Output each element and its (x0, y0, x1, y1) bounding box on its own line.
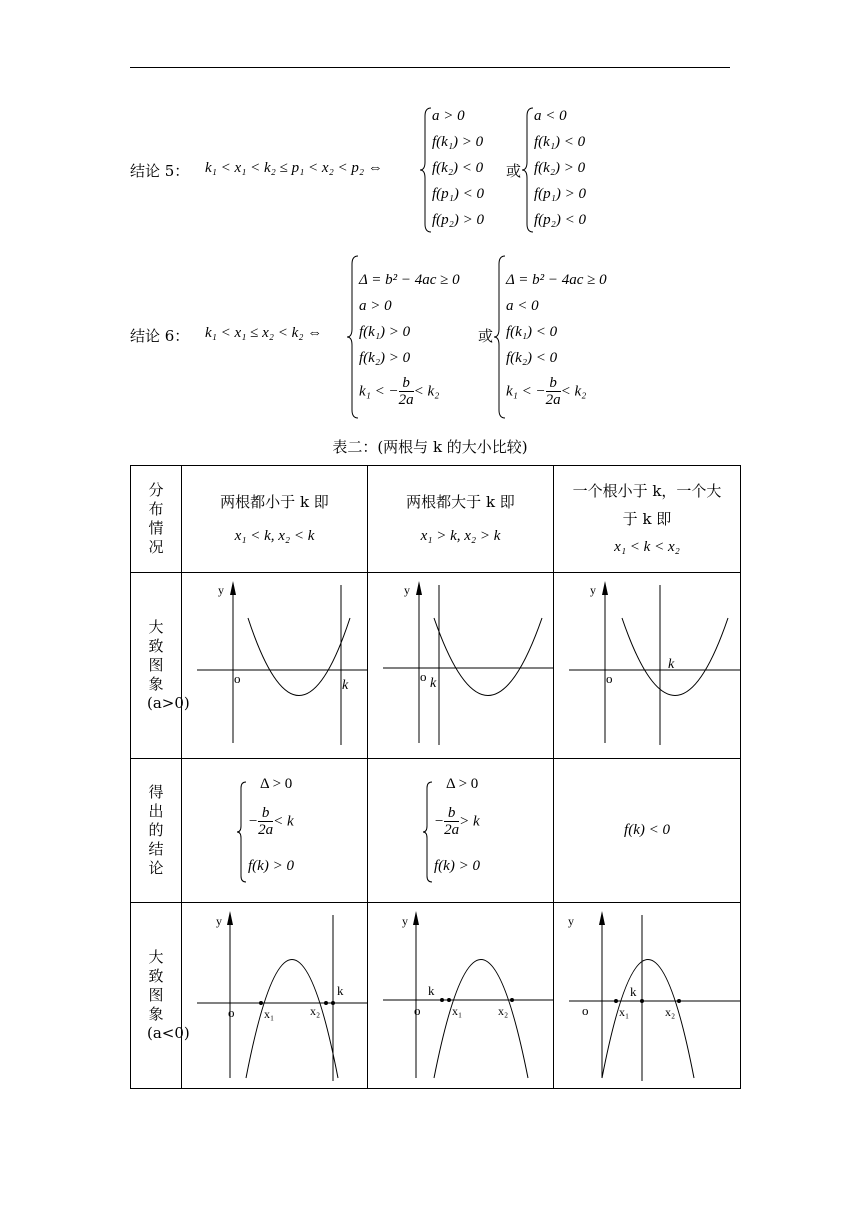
conclusion-6-right-brace (493, 254, 507, 420)
system-line: f(k₁) > 0 (359, 324, 411, 340)
frac-denominator: 2a (545, 392, 561, 408)
row-label-graph-pos: 大致图象(a>0) (147, 618, 190, 712)
row-label-graph-neg: 大致图象(a<0) (147, 948, 190, 1042)
row-label-result: 得出的结论 (148, 783, 164, 877)
conclusion-6-label: 结论 6： (130, 327, 190, 345)
origin-label: o (582, 1003, 589, 1018)
result-line: f(k) < 0 (624, 822, 670, 838)
vertex-left: k₁ < − (506, 383, 546, 400)
header-math: x₁ < k < x₂ (614, 539, 680, 555)
table-row (131, 903, 741, 1089)
frac-numerator: b (258, 806, 273, 822)
x1-label: x₁ (264, 1007, 275, 1021)
vertex-left: k₁ < − (359, 383, 399, 400)
y-axis-label: y (568, 914, 574, 928)
frac-denominator: 2a (444, 821, 460, 838)
result-line: Δ > 0 (446, 775, 479, 792)
system-line: Δ = b² − 4ac ≥ 0 (359, 272, 460, 288)
system-line: a < 0 (534, 108, 567, 124)
system-line-vertex (506, 376, 586, 408)
frac-numerator: b (399, 376, 414, 392)
frac-denominator: 2a (398, 392, 414, 408)
system-line: f(k₂) < 0 (432, 160, 484, 176)
y-axis-label: y (218, 583, 224, 597)
downward-parabola-graph (554, 903, 740, 1084)
frac-denominator: 2a (258, 821, 274, 838)
system-line: f(p₁) > 0 (534, 186, 586, 202)
origin-label: o (234, 671, 241, 686)
upward-parabola-graph (182, 573, 367, 754)
system-line: f(k₁) > 0 (432, 134, 484, 150)
row-label-cell (131, 759, 182, 903)
system-line: f(p₁) < 0 (432, 186, 484, 202)
y-axis-label: y (216, 914, 222, 928)
downward-parabola-graph (368, 903, 553, 1084)
y-axis-label: y (404, 583, 410, 597)
result-cell (182, 759, 368, 903)
table-row (131, 466, 741, 573)
upward-parabola-graph (554, 573, 740, 754)
x2-label: x₂ (498, 1004, 509, 1018)
system-line: a > 0 (432, 108, 465, 124)
x1-label: x₁ (452, 1004, 463, 1018)
conclusion-5-label: 结论 5： (130, 162, 190, 180)
row-label-cell (131, 573, 190, 759)
table-caption: 表二：(两根与 k 的大小比较) (332, 438, 528, 456)
header-text: 两根都小于 k 即 (220, 493, 329, 511)
vertex-right: < k₂ (560, 383, 587, 400)
k-label: k (428, 983, 435, 998)
k-label: k (630, 984, 637, 999)
system-line: f(k₂) < 0 (506, 350, 558, 366)
result-brace (422, 780, 434, 884)
conclusion-5-or: 或 (506, 162, 522, 180)
graph-cell (182, 903, 368, 1089)
y-axis-label: y (590, 583, 596, 597)
header-rule (130, 67, 730, 68)
graph-cell (368, 903, 554, 1089)
origin-label: o (228, 1005, 235, 1020)
x2-label: x₂ (310, 1004, 321, 1018)
result-line: f(k) > 0 (434, 857, 480, 874)
system-line: f(k₂) > 0 (359, 350, 411, 366)
vertex-compare: < k (273, 812, 294, 829)
row-label-cell (131, 903, 190, 1089)
result-line: f(k) > 0 (248, 857, 294, 874)
system-line: f(k₁) < 0 (534, 134, 586, 150)
system-line: Δ = b² − 4ac ≥ 0 (506, 272, 607, 288)
vertex-right: < k₂ (413, 383, 440, 400)
system-line: a < 0 (506, 298, 539, 314)
k-label: k (337, 983, 344, 998)
header-cell (182, 466, 368, 573)
header-cell (368, 466, 554, 573)
k-label: k (430, 676, 437, 691)
graph-cell (182, 573, 368, 759)
header-text: 于 k 即 (622, 510, 672, 528)
row-label-cell (131, 466, 182, 573)
header-math: x₁ > k, x₂ > k (420, 528, 501, 544)
result-line-vertex (434, 806, 480, 838)
table-row (131, 573, 741, 759)
graph-cell (554, 573, 741, 759)
vertex-compare: > k (459, 812, 480, 829)
x2-label: x₂ (665, 1005, 676, 1019)
header-math: x₁ < k, x₂ < k (234, 528, 315, 544)
minus-sign: − (434, 812, 445, 829)
table-row (131, 759, 741, 903)
upward-parabola-graph (368, 573, 553, 754)
frac-numerator: b (546, 376, 561, 392)
graph-cell (368, 573, 554, 759)
origin-label: o (414, 1003, 421, 1018)
system-line: a > 0 (359, 298, 392, 314)
conclusion-5-right-brace (521, 106, 535, 234)
result-cell (368, 759, 554, 903)
minus-sign: − (248, 812, 259, 829)
y-axis-label: y (402, 914, 408, 928)
result-line-vertex (248, 806, 294, 838)
header-text: 两根都大于 k 即 (406, 493, 515, 511)
result-brace (236, 780, 248, 884)
conclusion-6-or: 或 (478, 327, 494, 345)
k-label: k (342, 678, 349, 693)
system-line: f(k₂) > 0 (534, 160, 586, 176)
header-text: 一个根小于 k，一个大 (572, 482, 722, 500)
graph-cell (554, 903, 741, 1089)
conclusion-5-chain: k₁ < x₁ < k₂ ≤ p₁ < x₂ < p₂ ⇔ (205, 160, 383, 176)
origin-label: o (420, 669, 427, 684)
conclusion-6-left-brace (346, 254, 360, 420)
header-cell (554, 466, 741, 573)
system-line: f(p₂) > 0 (432, 212, 484, 228)
system-line-vertex (359, 376, 439, 408)
system-line: f(p₂) < 0 (534, 212, 586, 228)
comparison-table (130, 465, 741, 1089)
result-cell (554, 759, 741, 903)
downward-parabola-graph (182, 903, 367, 1084)
system-line: f(k₁) < 0 (506, 324, 558, 340)
conclusion-6-chain: k₁ < x₁ ≤ x₂ < k₂ ⇔ (205, 325, 323, 341)
row-label-distribution: 分布情况 (148, 481, 164, 556)
x1-label: x₁ (619, 1005, 630, 1019)
conclusion-5-left-brace (419, 106, 433, 234)
frac-numerator: b (444, 806, 459, 822)
origin-label: o (606, 671, 613, 686)
result-line: Δ > 0 (260, 775, 293, 792)
k-label: k (668, 657, 675, 672)
